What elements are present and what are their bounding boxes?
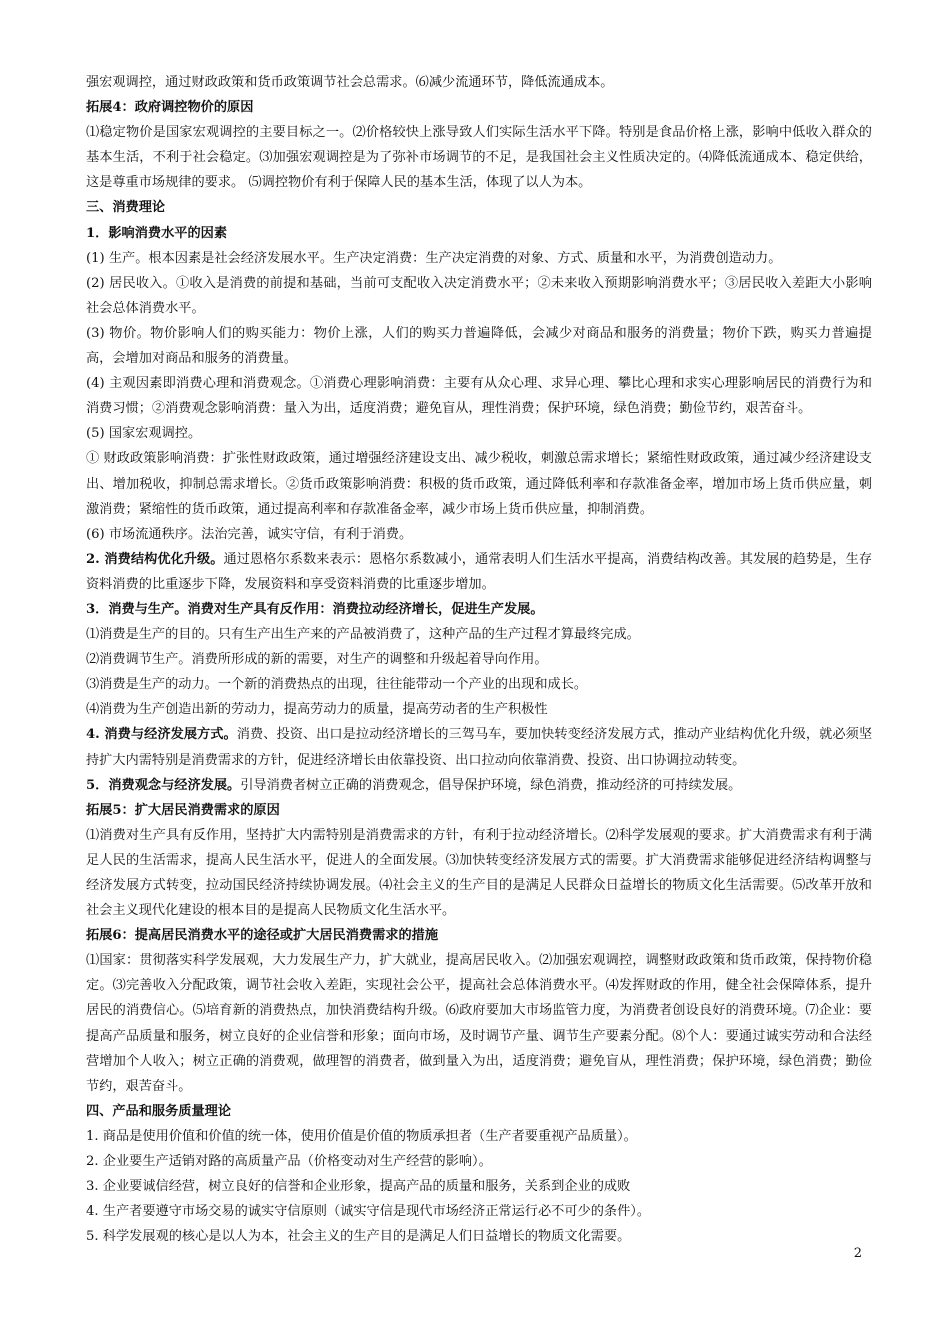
paragraph: [86, 120, 872, 195]
paragraph-text: (1) 生产。根本因素是社会经济发展水平。生产决定消费：生产决定消费的对象、方式、质量和水平，为消费创造动力。: [86, 250, 782, 266]
paragraph-text: ⑴稳定物价是国家宏观调控的主要目标之一。⑵价格较快上涨导致人们实际生活水平下降。特别是食品价格上涨，影响中低收入群众的基本生活，不利于社会稳定。⑶加强宏观调控是为了弥补市场调节的不足，是我国社会主义性质决定的。⑷降低流通成本、稳定供给，这是尊重市场规律的要求。 ⑸调控物价有利于保障人民的基本生活，体现了以人为本。: [86, 125, 872, 191]
paragraph: [86, 1174, 872, 1199]
paragraph-text: 1. 商品是使用价值和价值的统一体，使用价值是价值的物质承担者（生产者要重视产品质量）。: [86, 1128, 637, 1144]
paragraph: [86, 1124, 872, 1149]
paragraph: [86, 722, 872, 772]
paragraph: [86, 672, 872, 697]
bold-lead: 5．消费观念与经济发展。: [86, 777, 241, 793]
paragraph-text: 4. 生产者要遵守市场交易的诚实守信原则（诚实守信是现代市场经济正常运行必不可少的条件）。: [86, 1204, 651, 1220]
bold-lead: 拓展4：政府调控物价的原因: [86, 100, 254, 116]
paragraph: [86, 773, 872, 798]
paragraph: [86, 948, 872, 1099]
paragraph-text: ⑵消费调节生产。消费所形成的新的需要，对生产的调整和升级起着导向作用。: [86, 652, 548, 668]
paragraph: [86, 371, 872, 421]
section-heading: [86, 597, 872, 622]
paragraph-text: (3) 物价。物价影响人们的购买能力：物价上涨，人们的购买力普遍降低，会减少对商品和服务的消费量；物价下跌，购买力普遍提高，会增加对商品和服务的消费量。: [86, 325, 872, 367]
section-heading: [86, 221, 872, 246]
paragraph-text: 消费、投资、出口是拉动经济增长的三驾马车，要加快转变经济发展方式，推动产业结构优化升级，就必须坚持扩大内需特别是消费需求的方针，促进经济增长由依靠投资、出口拉动向依靠消费、投资、出口协调拉动转变。: [86, 727, 873, 768]
paragraph: [86, 622, 872, 647]
paragraph-text: 通过恩格尔系数来表示：恩格尔系数减小，通常表明人们生活水平提高，消费结构改善。其发展的趋势是，生存资料消费的比重逐步下降，发展资料和享受资料消费的比重逐步增加。: [86, 551, 873, 592]
paragraph: [86, 1199, 872, 1224]
paragraph-text: (6) 市场流通秩序。法治完善，诚实守信，有利于消费。: [86, 526, 413, 542]
paragraph: [86, 647, 872, 672]
section-heading: [86, 923, 872, 948]
paragraph-text: (2) 居民收入。①收入是消费的前提和基础，当前可支配收入决定消费水平；②未来收入预期影响消费水平；③居民收入差距大小影响社会总体消费水平。: [86, 275, 872, 316]
paragraph: [86, 697, 872, 722]
paragraph: [86, 1224, 872, 1249]
paragraph-text: 强宏观调控，通过财政政策和货币政策调节社会总需求。⑹减少流通环节，降低流通成本。: [86, 75, 614, 90]
bold-lead: 2. 消费结构优化升级。: [86, 551, 224, 567]
bold-lead: 1．影响消费水平的因素: [86, 225, 228, 241]
bold-lead: 4. 消费与经济发展方式。: [86, 727, 237, 743]
section-heading: [86, 195, 872, 220]
paragraph: [86, 1149, 872, 1174]
paragraph-text: ⑴消费是生产的目的。只有生产出生产来的产品被消费了，这种产品的生产过程才算最终完成。: [86, 627, 640, 643]
paragraph: [86, 246, 872, 271]
paragraph-text: 5. 科学发展观的核心是以人为本，社会主义的生产目的是满足人们日益增长的物质文化需要。: [86, 1229, 631, 1245]
section-heading: [86, 1099, 872, 1124]
paragraph-text: ⑶消费是生产的动力。一个新的消费热点的出现，往往能带动一个产业的出现和成长。: [86, 677, 588, 693]
paragraph: [86, 522, 872, 547]
paragraph-text: ⑷消费为生产创造出新的劳动力，提高劳动力的质量，提高劳动者的生产积极性: [86, 702, 548, 718]
bold-lead: 三、消费理论: [86, 200, 166, 216]
paragraph: [86, 446, 872, 521]
document-body: [86, 70, 872, 1249]
paragraph-text: (5) 国家宏观调控。: [86, 426, 202, 442]
bold-lead: 3．消费与生产。消费对生产具有反作用：消费拉动经济增长，促进生产发展。: [86, 601, 544, 617]
paragraph: [86, 70, 872, 95]
paragraph-text: (4) 主观因素即消费心理和消费观念。①消费心理影响消费：主要有从众心理、求异心理、攀比心理和求实心理影响居民的消费行为和消费习惯；②消费观念影响消费：量入为出，适度消费；避免盲从，理性消费；保护环境，绿色消费；勤俭节约，艰苦奋斗。: [86, 376, 872, 417]
paragraph-text: 3. 企业要诚信经营，树立良好的信誉和企业形象，提高产品的质量和服务，关系到企业的成败: [86, 1179, 631, 1195]
paragraph: [86, 321, 872, 371]
paragraph: [86, 547, 872, 597]
paragraph: [86, 823, 872, 923]
paragraph-text: ⑴国家：贯彻落实科学发展观，大力发展生产力，扩大就业，提高居民收入。⑵加强宏观调控，调整财政政策和货币政策，保持物价稳定。⑶完善收入分配政策，调节社会收入差距，实现社会公平，提高社会总体消费水平。⑷发挥财政的作用，健全社会保障体系，提升居民的消费信心。⑸培育新的消费热点，加快消费结构升级。⑹政府要加大市场监管力度，为消费者创设良好的消费环境。⑺企业：要提高产品质量和服务，树立良好的企业信誉和形象；面向市场，及时调节产量、调节生产要素分配。⑻个人：要通过诚实劳动和合法经营增加个人收入；树立正确的消费观，做理智的消费者，做到量入为出，适度消费；避免盲从，理性消费；保护环境，绿色消费；勤俭节约，艰苦奋斗。: [86, 953, 872, 1094]
bold-lead: 拓展6：提高居民消费水平的途径或扩大居民消费需求的措施: [86, 928, 439, 944]
bold-lead: 四、产品和服务质量理论: [86, 1103, 232, 1119]
bold-lead: 拓展5：扩大居民消费需求的原因: [86, 802, 280, 818]
paragraph-text: ① 财政政策影响消费：扩张性财政政策，通过增强经济建设支出、减少税收，刺激总需求增长；紧缩性财政政策，通过减少经济建设支出、增加税收，抑制总需求增长。②货币政策影响消费：积极的货币政策，通过降低利率和存款准备金率，增加市场上货币供应量，刺激消费；紧缩性的货币政策，通过提高利率和存款准备金率，减少市场上货币供应量，抑制消费。: [86, 451, 872, 517]
paragraph-text: 2. 企业要生产适销对路的高质量产品（价格变动对生产经营的影响）。: [86, 1154, 492, 1170]
paragraph-text: 引导消费者树立正确的消费观念，倡导保护环境，绿色消费，推动经济的可持续发展。: [240, 777, 742, 793]
section-heading: [86, 95, 872, 120]
paragraph: [86, 421, 872, 446]
page-number: 2: [853, 1246, 862, 1261]
paragraph-text: ⑴消费对生产具有反作用，坚持扩大内需特别是消费需求的方针，有利于拉动经济增长。⑵科学发展观的要求。扩大消费需求有利于满足人民的生活需求，提高人民生活水平，促进人的全面发展。⑶加快转变经济发展方式的需要。扩大消费需求能够促进经济结构调整与经济发展方式转变，拉动国民经济持续协调发展。⑷社会主义的生产目的是满足人民群众日益增长的物质文化生活需要。⑸改革开放和社会主义现代化建设的根本目的是提高人民物质文化生活水平。: [86, 827, 872, 919]
paragraph: [86, 271, 872, 321]
section-heading: [86, 798, 872, 823]
